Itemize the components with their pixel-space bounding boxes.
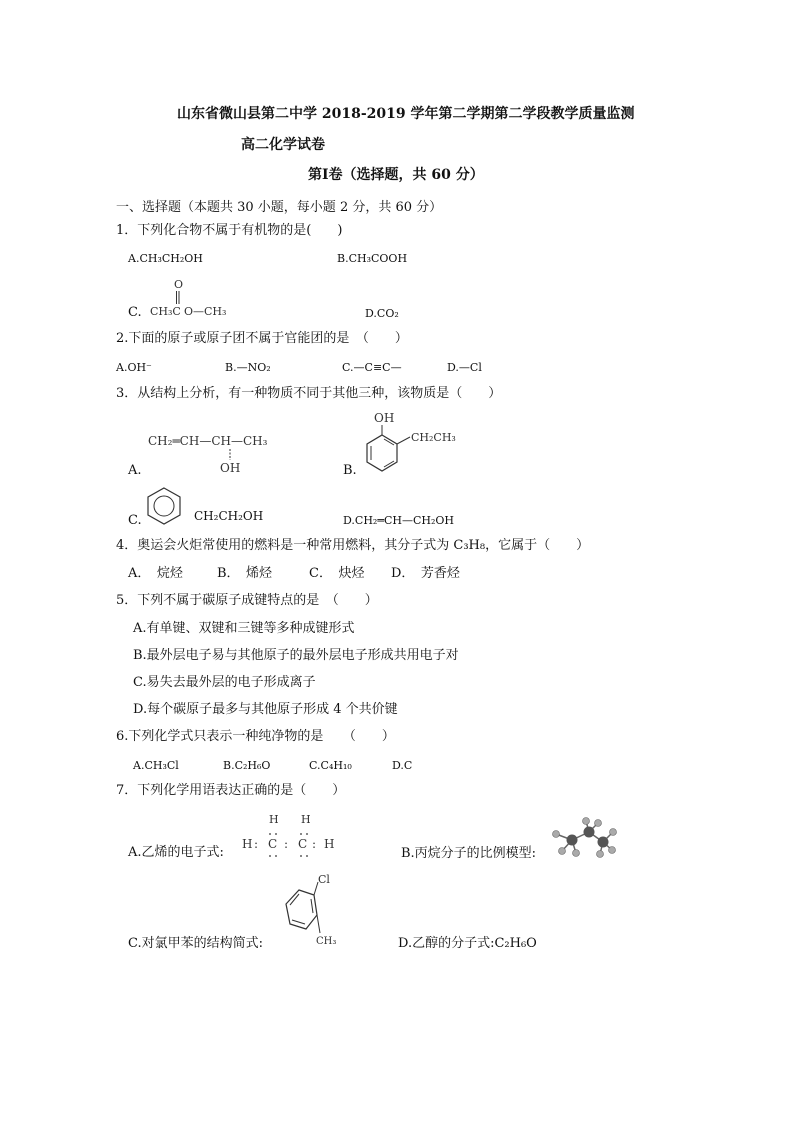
q2-option-b: B.—NO₂: [225, 361, 271, 374]
butenol-chain: CH₂═CH—CH—CH₃: [148, 434, 268, 448]
ester-right: O—CH₃: [184, 305, 227, 318]
q7-option-a: A.乙烯的电子式:: [128, 845, 224, 860]
q7-stem: 7．下列化学用语表达正确的是（ ）: [116, 783, 346, 798]
ethylene-h-top2: H: [301, 813, 311, 826]
section-title: 第Ⅰ卷（选择题，共 60 分）: [308, 167, 484, 183]
q4-option-d: D． 芳香烃: [391, 566, 460, 581]
ester-left: CH₃C: [150, 305, 181, 318]
q5-option-c: C.易失去最外层的电子形成离子: [133, 675, 316, 690]
exam-title: 山东省微山县第二中学 2018-2019 学年第二学期第二学段教学质量监测: [177, 106, 635, 122]
q1-option-c-label: C.: [128, 305, 142, 320]
q3-option-c-label: C.: [128, 513, 142, 528]
q4-stem: 4．奥运会火炬常使用的燃料是一种常用燃料，其分子式为 C₃H₈，它属于（ ）: [116, 538, 590, 553]
chlorotoluene-ch3: CH₃: [316, 936, 337, 947]
q3-option-d: D.CH₂═CH—CH₂OH: [343, 514, 455, 527]
q3-option-a-label: A.: [128, 463, 142, 478]
q7-option-b: B.丙烷分子的比例模型:: [401, 846, 537, 861]
q5-stem: 5．下列不属于碳原子成键特点的是 （ ）: [116, 593, 378, 608]
phenol-substituent: CH₂CH₃: [411, 431, 456, 444]
q6-option-c: C.C₄H₁₀: [309, 759, 352, 772]
q2-option-d: D.—Cl: [447, 361, 482, 374]
butenol-oh: OH: [220, 461, 241, 475]
q1-option-c-ester-formula: [146, 278, 256, 320]
q3-option-c-formula: CH₂CH₂OH: [194, 509, 264, 523]
exam-subtitle: 高二化学试卷: [241, 137, 325, 153]
ethylene-colon-right: :: [312, 837, 317, 851]
q4-option-b: B． 烯烃: [217, 566, 273, 581]
q3-stem: 3．从结构上分析，有一种物质不同于其他三种，该物质是（ ）: [116, 386, 502, 401]
part-heading: 一、选择题（本题共 30 小题，每小题 2 分，共 60 分）: [116, 200, 443, 215]
q6-option-d: D.C: [392, 759, 413, 772]
q1-option-b: B.CH₃COOH: [337, 252, 408, 265]
ethylene-electron-formula: [240, 812, 340, 862]
chlorotoluene-cl: Cl: [318, 873, 330, 886]
q6-option-a: A.CH₃Cl: [133, 759, 179, 772]
carbonyl-o: O: [174, 278, 184, 291]
q2-stem: 2.下面的原子或原子团不属于官能团的是 （ ）: [116, 331, 408, 346]
q4-option-a: A． 烷烃: [128, 566, 183, 581]
ethylene-h-left: H: [242, 837, 253, 851]
q4-option-c: C． 炔烃: [309, 566, 365, 581]
q6-option-b: B.C₂H₆O: [223, 759, 271, 772]
q2-option-c: C.—C≡C—: [342, 361, 402, 374]
ethylene-c2: C: [298, 837, 308, 851]
q1-option-a: A.CH₃CH₂OH: [128, 252, 203, 265]
q5-option-a: A.有单键、双键和三键等多种成键形式: [133, 621, 355, 636]
ethylene-c1: C: [268, 837, 278, 851]
q1-option-d: D.CO₂: [365, 307, 399, 320]
ethylene-colon-mid: :: [284, 837, 289, 851]
q3-option-b-label: B.: [343, 463, 357, 478]
q3-option-a-butenol-formula: [146, 430, 296, 475]
propane-ball-model: [546, 818, 621, 860]
q5-option-b: B.最外层电子易与其他原子的最外层电子形成共用电子对: [133, 648, 459, 663]
q1-stem: 1．下列化合物不属于有机物的是( ): [116, 223, 343, 238]
q7-option-c-chlorotoluene-formula: [278, 870, 358, 950]
ethylene-h-right: H: [324, 837, 335, 851]
q7-option-c: C.对氯甲苯的结构简式:: [128, 936, 263, 951]
ethylene-colon-left: :: [254, 837, 259, 851]
q7-option-d: D.乙醇的分子式:C₂H₆O: [398, 936, 537, 951]
phenol-oh: OH: [374, 411, 395, 425]
q5-option-d: D.每个碳原子最多与其他原子形成 4 个共价键: [133, 702, 398, 717]
benzene-ring-icon: [144, 486, 186, 526]
q6-stem: 6.下列化学式只表示一种纯净物的是 （ ）: [116, 729, 395, 744]
q2-option-a: A.OH⁻: [116, 361, 152, 374]
q3-option-b-ethylphenol-formula: [360, 410, 480, 480]
ethylene-h-top1: H: [269, 813, 279, 826]
